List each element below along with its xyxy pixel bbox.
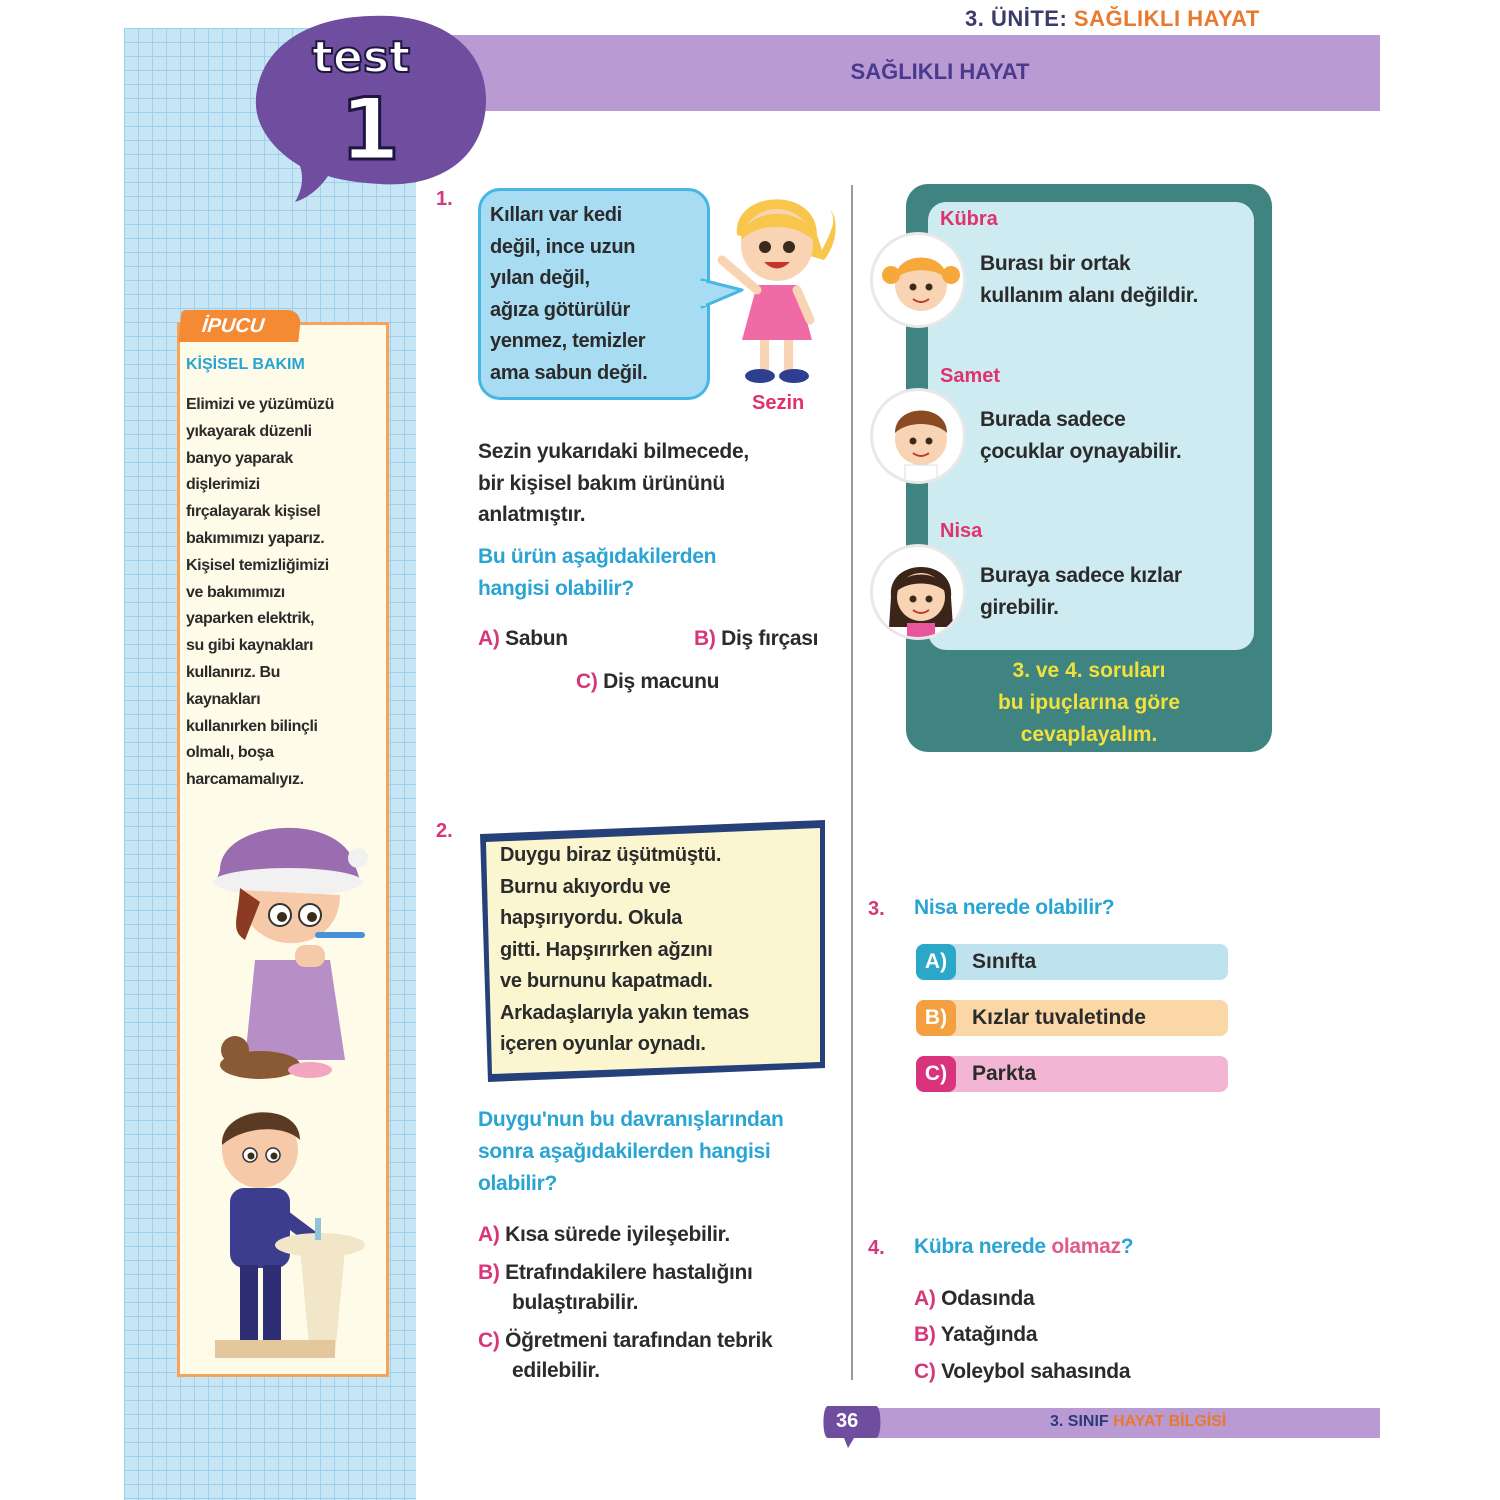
- nisa-clue: [980, 560, 1250, 624]
- question-4-number: 4.: [868, 1237, 885, 1259]
- question-4-prompt: [914, 1231, 1133, 1263]
- riddle-line: Kılları var kedi: [490, 204, 622, 226]
- option-text: Etrafındakilere hastalığını: [505, 1261, 753, 1284]
- option-letter: A): [478, 1223, 500, 1246]
- question-1-stem: [478, 436, 818, 531]
- tip-line: kullanırız. Bu: [186, 663, 280, 681]
- q2-option-b[interactable]: [478, 1258, 848, 1318]
- option-text: bulaştırabilir.: [512, 1291, 639, 1314]
- option-letter: B): [914, 1323, 936, 1346]
- q4-option-c[interactable]: [914, 1357, 1130, 1387]
- option-letter: C): [478, 1329, 500, 1352]
- tip-line: kullanırken bilinçli: [186, 717, 318, 735]
- page-title: SAĞLIKLI HAYAT: [850, 59, 1030, 84]
- prompt-line: hangisi olabilir?: [478, 577, 634, 600]
- prompt-part: Kübra nerede: [914, 1235, 1052, 1258]
- q3-option-a[interactable]: [916, 944, 1228, 980]
- child-washing-hands-illustration: [205, 1100, 375, 1370]
- test-label: test: [312, 32, 411, 83]
- footer-label: [1050, 1413, 1226, 1431]
- kubra-avatar: [870, 232, 966, 328]
- option-text: Yatağında: [940, 1323, 1038, 1346]
- tip-line: banyo yaparak: [186, 449, 293, 467]
- riddle-line: yenmez, temizler: [490, 330, 646, 352]
- samet-clue: [980, 404, 1250, 468]
- option-letter: B): [478, 1261, 500, 1284]
- note-line: hapşırıyordu. Okula: [500, 907, 683, 929]
- option-text: Öğretmeni tarafından tebrik: [505, 1329, 773, 1352]
- option-text: Kısa sürede iyileşebilir.: [505, 1223, 730, 1246]
- sezin-name-label: Sezin: [752, 392, 805, 414]
- prompt-part: ?: [1120, 1235, 1134, 1258]
- tip-line: Elimizi ve yüzümüzü: [186, 396, 334, 413]
- q1-option-a[interactable]: [478, 624, 568, 654]
- footer-subject: HAYAT BİLGİSİ: [1113, 1413, 1227, 1430]
- clue-line: Burada sadece: [980, 408, 1126, 431]
- note-line: Arkadaşlarıyla yakın temas: [500, 1001, 750, 1024]
- clue-line: girebilir.: [980, 596, 1059, 619]
- riddle-line: yılan değil,: [490, 267, 590, 289]
- note-line: gitti. Hapşırırken ağzını: [500, 938, 713, 961]
- tip-title: KİŞİSEL BAKIM: [186, 356, 305, 373]
- option-letter: A): [916, 944, 956, 980]
- tip-line: bakımımızı yaparız.: [186, 529, 325, 547]
- riddle-line: ağıza götürülür: [490, 298, 630, 321]
- option-text: Sınıfta: [972, 950, 1037, 973]
- stem-line: anlatmıştır.: [478, 503, 586, 526]
- question-3-prompt: Nisa nerede olabilir?: [914, 896, 1115, 919]
- speaker-kubra: Kübra: [940, 208, 998, 230]
- prompt-line: Duygu'nun bu davranışlarından: [478, 1108, 784, 1131]
- question-1-prompt: [478, 541, 818, 605]
- riddle-text: [490, 200, 710, 389]
- tip-line: yıkayarak düzenli: [186, 422, 312, 440]
- clue-line: kullanım alanı değildir.: [980, 284, 1199, 307]
- speaker-nisa: Nisa: [940, 520, 983, 542]
- option-text: Diş fırçası: [721, 627, 819, 650]
- stem-line: bir kişisel bakım ürününü: [478, 471, 725, 495]
- option-letter: C): [914, 1360, 936, 1383]
- option-letter: C): [576, 670, 598, 693]
- option-letter: C): [916, 1056, 956, 1092]
- column-divider: [851, 185, 853, 1380]
- prompt-line: sonra aşağıdakilerden hangisi: [478, 1140, 771, 1163]
- test-number: 1: [340, 80, 400, 180]
- q3-option-c[interactable]: [916, 1056, 1228, 1092]
- option-letter: A): [914, 1287, 936, 1310]
- tip-label: İPUCU: [178, 310, 301, 342]
- caption-line: bu ipuçlarına göre: [997, 691, 1181, 714]
- clue-line: çocuklar oynayabilir.: [980, 440, 1182, 463]
- note-line: ve burnunu kapatmadı.: [500, 970, 713, 992]
- q1-option-b[interactable]: [694, 624, 818, 654]
- question-1-number: 1.: [436, 188, 453, 210]
- option-text: Odasında: [941, 1287, 1035, 1310]
- tip-line: fırçalayarak kişisel: [186, 503, 321, 521]
- note-line: Duygu biraz üşütmüştü.: [500, 844, 722, 866]
- tip-line: su gibi kaynakları: [186, 637, 314, 655]
- option-text: Diş macunu: [603, 670, 720, 693]
- clues-caption: [906, 655, 1272, 751]
- tip-line: yaparken elektrik,: [186, 610, 314, 628]
- option-text: Parkta: [972, 1062, 1037, 1085]
- nisa-avatar: [870, 544, 966, 640]
- question-2-number: 2.: [436, 820, 453, 842]
- unit-header: [965, 6, 1260, 32]
- option-text: edilebilir.: [512, 1359, 600, 1382]
- clue-line: Buraya sadece kızlar: [980, 564, 1182, 587]
- note-line: Burnu akıyordu ve: [500, 875, 671, 898]
- footer-grade: 3. SINIF: [1050, 1413, 1109, 1430]
- tip-line: dişlerimizi: [186, 476, 260, 494]
- option-text: Voleybol sahasında: [941, 1360, 1131, 1383]
- option-text: Kızlar tuvaletinde: [972, 1006, 1146, 1029]
- q2-option-c[interactable]: [478, 1326, 848, 1386]
- samet-avatar: [870, 388, 966, 484]
- stem-line: Sezin yukarıdaki bilmecede,: [478, 440, 749, 463]
- riddle-line: ama sabun değil.: [490, 361, 648, 384]
- page-number: 36: [836, 1410, 859, 1432]
- kubra-clue: [980, 248, 1250, 312]
- q2-option-a[interactable]: [478, 1220, 848, 1250]
- option-text: Sabun: [505, 627, 568, 650]
- tip-text: [186, 392, 386, 794]
- riddle-line: değil, ince uzun: [490, 235, 636, 258]
- q4-option-b[interactable]: [914, 1320, 1037, 1350]
- note-line: içeren oyunlar oynadı.: [500, 1033, 706, 1055]
- clue-line: Burası bir ortak: [980, 252, 1131, 275]
- option-letter: A): [478, 627, 500, 650]
- speaker-samet: Samet: [940, 365, 1001, 387]
- question-3-number: 3.: [868, 898, 885, 920]
- q1-option-c[interactable]: [576, 667, 719, 697]
- tip-line: kaynakları: [186, 690, 261, 708]
- child-brushing-teeth-illustration: [200, 810, 380, 1090]
- question-2-prompt: [478, 1104, 848, 1200]
- prompt-line: Bu ürün aşağıdakilerden: [478, 545, 717, 568]
- prompt-line: olabilir?: [478, 1172, 557, 1195]
- prompt-emphasis: olamaz: [1051, 1235, 1121, 1258]
- caption-line: 3. ve 4. soruları: [1012, 659, 1166, 682]
- title-band: [440, 35, 1380, 111]
- tip-line: olmalı, boşa: [186, 744, 274, 762]
- tip-line: ve bakımımızı: [186, 583, 285, 601]
- caption-line: cevaplayalım.: [1020, 723, 1158, 746]
- q3-option-b[interactable]: [916, 1000, 1228, 1036]
- note-text: [500, 840, 820, 1061]
- q4-option-a[interactable]: [914, 1284, 1034, 1314]
- unit-number: 3. ÜNİTE:: [965, 6, 1068, 31]
- tip-line: Kişisel temizliğimizi: [186, 556, 329, 574]
- option-letter: B): [694, 627, 716, 650]
- tip-line: harcamamalıyız.: [186, 771, 304, 789]
- sezin-girl-illustration: [712, 190, 837, 390]
- option-letter: B): [916, 1000, 956, 1036]
- unit-name: SAĞLIKLI HAYAT: [1073, 6, 1260, 31]
